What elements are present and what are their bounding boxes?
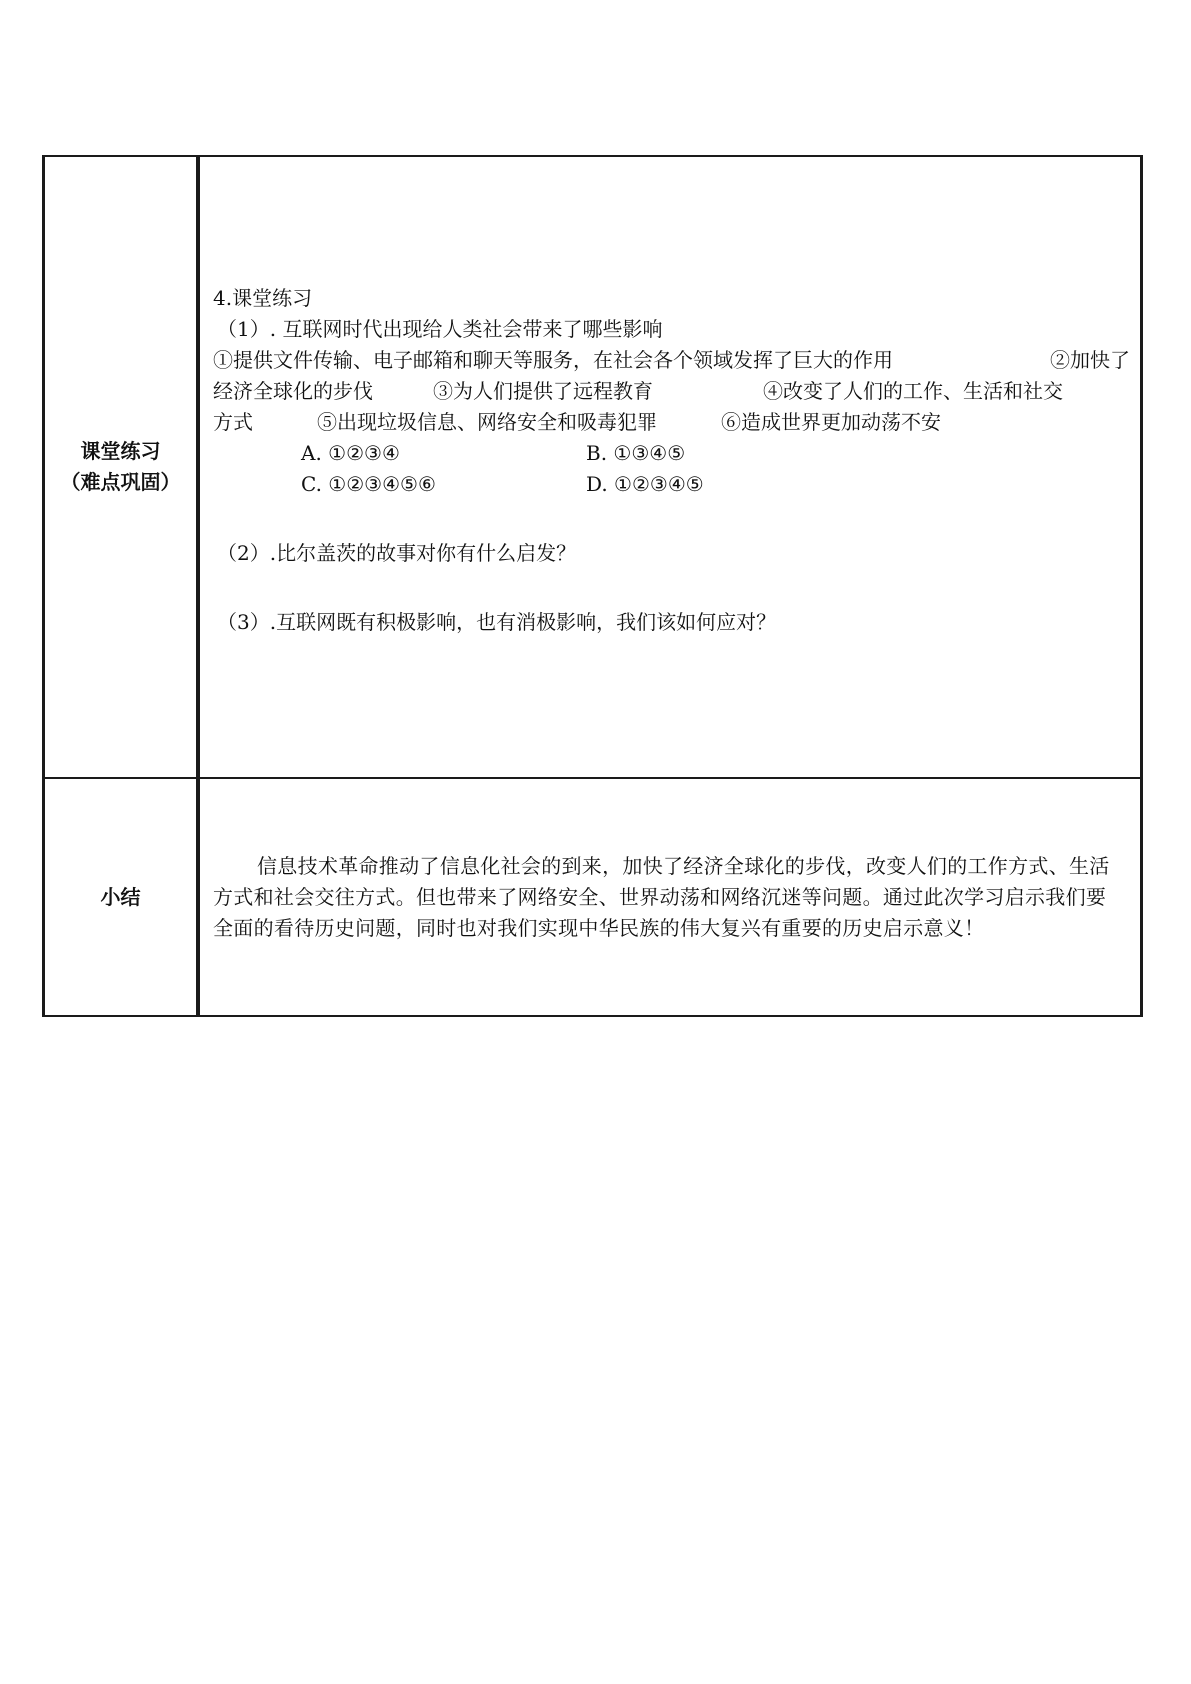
question-1: （1）. 互联网时代出现给人类社会带来了哪些影响 — [217, 316, 663, 341]
statement-2-continued: 经济全球化的步伐 — [213, 378, 373, 403]
statement-line-2 — [213, 376, 1130, 407]
lesson-table — [42, 155, 1143, 1017]
question-2: （2）.比尔盖茨的故事对你有什么启发？ — [217, 540, 577, 565]
statement-2: ②加快了 — [1050, 347, 1130, 372]
practice-label-subtitle: （难点巩固） — [60, 470, 181, 494]
summary-content-cell — [198, 778, 1142, 1016]
option-a: A. ①②③④ — [301, 440, 400, 465]
statement-3: ③为人们提供了远程教育 — [433, 378, 653, 403]
practice-row — [44, 156, 1142, 778]
question-3: （3）.互联网既有积极影响，也有消极影响，我们该如何应对？ — [217, 609, 777, 634]
option-b: B. ①③④⑤ — [586, 440, 686, 465]
summary-text: 信息技术革命推动了信息化社会的到来，加快了经济全球化的步伐，改变人们的工作方式、生活方式和社会交往方式。但也带来了网络安全、世界动荡和网络沉迷等问题。通过此次学习启示我们要全面的看待历史问题，同时也对我们实现中华民族的伟大复兴有重要的历史启示意义！ — [213, 853, 1110, 940]
statement-line-1 — [213, 345, 1130, 376]
statement-4: ④改变了人们的工作、生活和社交 — [763, 378, 1063, 403]
practice-content-cell — [198, 156, 1142, 778]
summary-label-cell — [44, 778, 199, 1016]
practice-label-cell — [44, 156, 199, 778]
statement-line-3 — [213, 407, 1130, 438]
statement-5: ⑤出现垃圾信息、网络安全和吸毒犯罪 — [317, 409, 657, 434]
statement-1: ①提供文件传输、电子邮箱和聊天等服务，在社会各个领域发挥了巨大的作用 — [213, 347, 893, 372]
practice-heading: 4.课堂练习 — [213, 285, 313, 310]
summary-row — [44, 778, 1142, 1016]
summary-label: 小结 — [100, 884, 141, 909]
practice-label-title: 课堂练习 — [80, 439, 161, 463]
option-c: C. ①②③④⑤⑥ — [301, 471, 436, 496]
statement-6: ⑥造成世界更加动荡不安 — [721, 409, 941, 434]
option-d: D. ①②③④⑤ — [586, 471, 704, 496]
statement-4-continued: 方式 — [213, 409, 253, 434]
answer-options — [213, 438, 1130, 500]
